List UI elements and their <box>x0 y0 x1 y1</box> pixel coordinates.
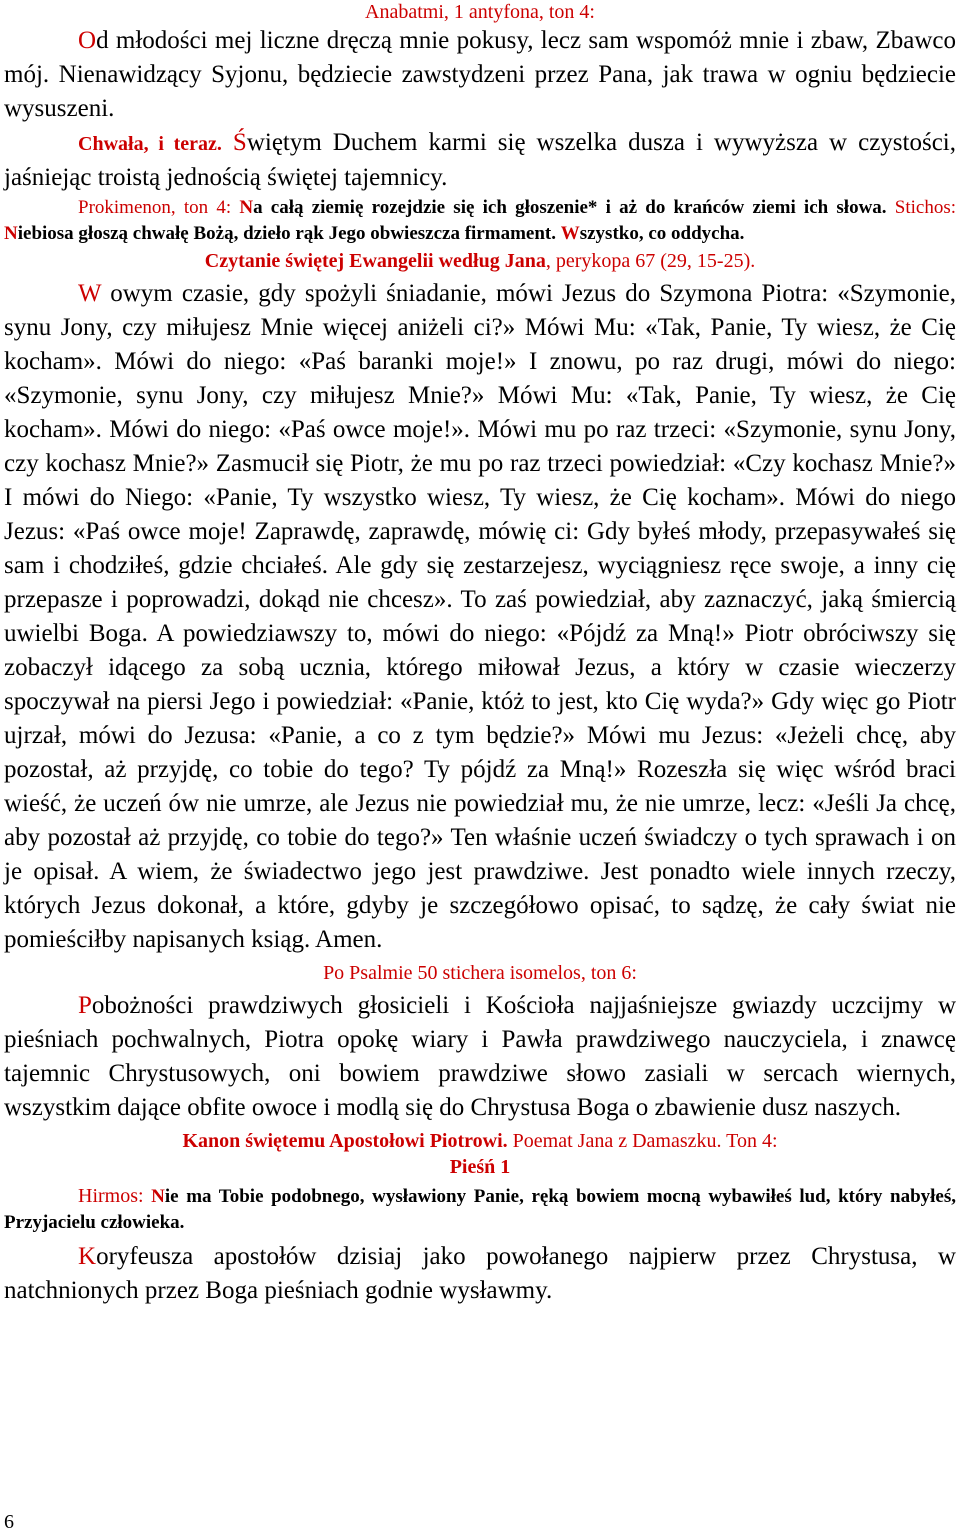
prokimenon-label: Prokimenon, ton 4: <box>78 197 232 218</box>
ode-heading: Pieśń 1 <box>449 1156 511 1178</box>
glory-label: Chwała, i teraz. <box>78 133 222 155</box>
stichera-initial: P <box>78 992 92 1019</box>
antiphon-heading: Anabatmi, 1 antyfona, ton 4: <box>365 1 595 23</box>
prokimenon-block <box>4 195 956 247</box>
troparion-text <box>4 1240 956 1308</box>
stichera-heading: Po Psalmie 50 stichera isomelos, ton 6: <box>323 962 637 984</box>
hirmos-block <box>4 1183 956 1236</box>
hirmos-label: Hirmos: <box>78 1185 144 1207</box>
stichos-label: Stichos: <box>894 197 957 218</box>
glory-body: więtym Duchem karmi się wszelka dusza i wywyższa w czystości, jaśniejąc troistą jednością świętej tajemnicy. <box>4 129 956 191</box>
stichera-body: obożności prawdziwych głosicieli i Kościoła najjaśniejsze gwiazdy uczcijmy w pieśniach pochwalnych, Piotra opokę wiary i Pawła prawdziwego nauczyciela, i znawcę tajemnic Chrystusowych, oni bowiem prawdziwe słowo zasiali w sercach wiernych, wszystkim dające obfite owoce i modlą się do Chrystusa Boga o zbawienie dusz naszych. <box>4 992 956 1121</box>
gospel-heading-pericope: , perykopa 67 (29, 15-25). <box>545 250 756 272</box>
stichos-text: iebiosa głoszą chwałę Bożą, dzieło rąk Jego obwieszcza firmament. <box>17 223 556 244</box>
canon-title <box>4 1129 956 1153</box>
stichera-text <box>4 989 956 1125</box>
gospel-text <box>4 277 956 957</box>
gospel-heading-title: Czytanie świętej Ewangelii według Jana <box>204 250 546 272</box>
canon-title-rest: Poemat Jana z Damaszku. Ton 4: <box>507 1130 778 1152</box>
glory-initial: Ś <box>232 129 247 156</box>
stichos-initial: N <box>4 223 18 244</box>
page-number: 6 <box>4 1511 14 1533</box>
glory-text <box>4 126 956 195</box>
gospel-heading <box>4 249 956 273</box>
troparion-initial: K <box>78 1243 97 1270</box>
all-initial: W <box>560 223 580 244</box>
prokimenon-initial: N <box>239 197 254 218</box>
gospel-initial: W <box>78 280 102 307</box>
gospel-body: owym czasie, gdy spożyli śniadanie, mówi Jezus do Szymona Piotra: «Szymonie, synu Jony, czy miłujesz Mnie więcej aniżeli ci?» Mówi Mu: «Tak, Panie, Ty wiesz, że Cię kocham». Mówi do niego: «Paś baranki moje!» I znowu, po raz drugi, mówi do niego: «Szymonie, synu Jony, czy miłujesz Mnie?» Mówi Mu: «Tak, Panie, Ty wiesz, że Cię kocham». Mówi do niego: «Paś owce moje!». Mówi mu po raz trzeci: «Szymonie, synu Jony, czy kochasz Mnie?» Zasmucił się Piotr, że mu po raz trzeci powiedział: «Czy kochasz Mnie?» I mówi do Niego: «Panie, Ty wszystko wiesz, Ty wiesz, że Cię kocham». Mówi do niego Jezus: «Paś owce moje! Zaprawdę, zaprawdę, mówię ci: Gdy byłeś młody, przepasywałeś się sam i chodziłeś, gdzie chciałeś. Ale gdy się zestarzejesz, wyciągniesz ręce swoje, a inny cię przepasze i poprowadzi, dokąd nie chcesz». To zaś powiedział, aby zaznaczyć, jaką śmiercią uwielbi Boga. A powiedziawszy to, mówi do niego: «Pójdź za Mną!» Piotr obróciwszy się zobaczył idącego za sobą ucznia, którego miłował Jezus, a który w czasie wieczerzy spoczywał na piersi Jego i powiedział: «Panie, któż to jest, kto Cię wyda?» Gdy więc go Piotr ujrzał, mówi do Jezusa: «Panie, a co z tym będzie?» Mówi mu Jezus: «Jeżeli chcę, aby pozostał, aż przyjdę, co tobie do tego? Ty pójdź za Mną!» Rozeszła się więc wśród braci wieść, że uczeń ów nie umrze, ale Jezus nie powiedział mu, że nie umrze, lecz: «Jeśli Ja chcę, aby pozostał aż przyjdę, co tobie do tego?» Ten właśnie uczeń świadczy o tych sprawach i on je opisał. A wiem, że świadectwo jego jest prawdziwe. Jest ponadto wiele innych rzeczy, których Jezus dokonał, a które, gdyby je szczegółowo opisać, to sądzę, że cały świat nie pomieściłby napisanych ksiąg. Amen. <box>4 280 956 953</box>
all-text: szystko, co oddycha. <box>579 223 745 244</box>
canon-title-bold: Kanon świętemu Apostołowi Piotrowi. <box>182 1130 508 1152</box>
hirmos-text: ie ma Tobie podobnego, wysławiony Panie, ręką bowiem mocną wybawiłeś lud, który nabyłeś, Przyjacielu człowieka. <box>4 1186 956 1233</box>
troparion-body: oryfeusza apostołów dzisiaj jako powołanego najpierw przez Chrystusa, w natchnionych przez Boga pieśniach godnie wysławmy. <box>4 1243 956 1304</box>
antiphon-text <box>4 24 956 126</box>
antiphon-body: d młodości mej liczne dręczą mnie pokusy, lecz sam wspomóż mnie i zbaw, Zbawco mój. Nienawidzący Syjonu, będziecie zawstydzeni przez Pana, jak trawa w ogniu będziecie wysuszeni. <box>4 27 956 122</box>
prokimenon-text: a całą ziemię rozejdzie się ich głoszenie* i aż do krańców ziemi ich słowa. <box>253 197 887 218</box>
antiphon-initial: O <box>78 27 97 54</box>
hirmos-initial: N <box>151 1186 165 1207</box>
